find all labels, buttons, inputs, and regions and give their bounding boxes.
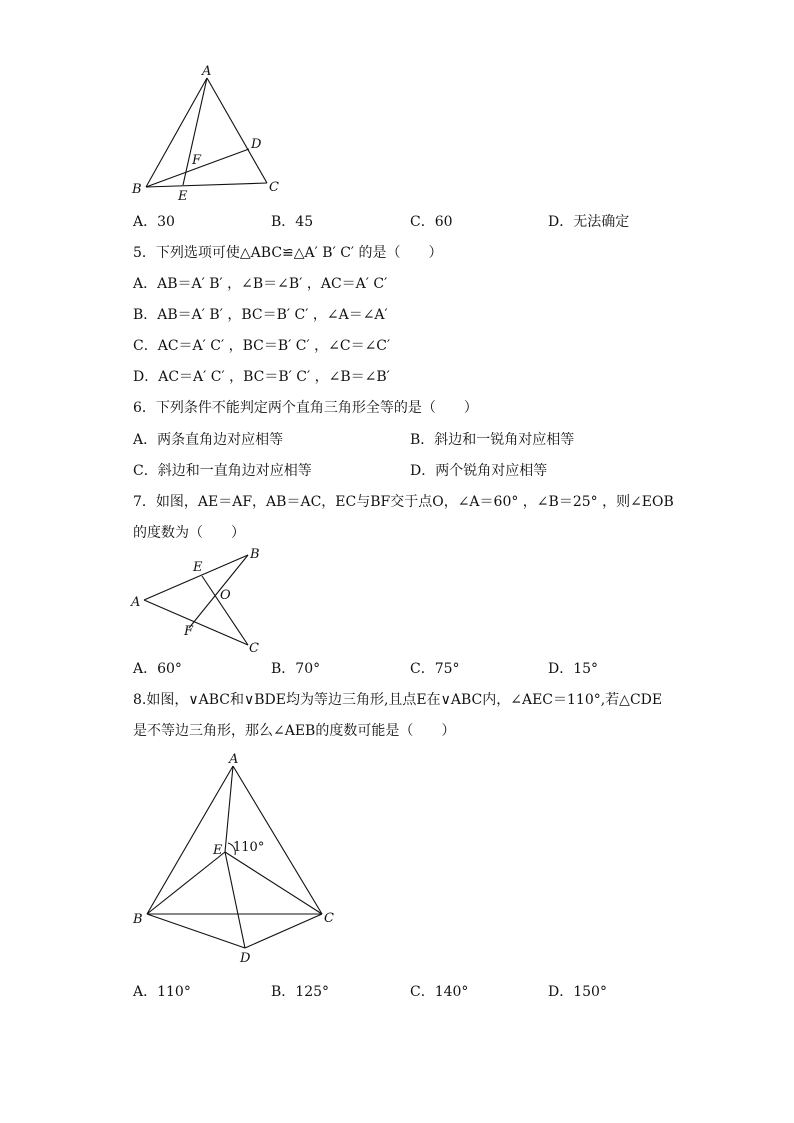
- q8-angle-label: 110°: [233, 840, 265, 855]
- q8-stem-line2: 是不等边三角形，那么∠AEB的度数可能是（ ）: [133, 723, 456, 739]
- q6-option-a[interactable]: A．两条直角边对应相等: [133, 432, 284, 448]
- q8-label-d: D: [240, 951, 251, 966]
- q7-figure: [128, 540, 278, 660]
- q8-label-b: B: [133, 912, 143, 927]
- q8-figure: [125, 745, 355, 975]
- q7-stem-line2: 的度数为（ ）: [133, 525, 245, 541]
- q4-label-c: C: [269, 180, 279, 195]
- q5-option-c[interactable]: C．AC＝A′ C′ ，BC＝B′ C′ ，∠C＝∠C′: [133, 338, 391, 354]
- q6-option-c[interactable]: C．斜边和一直角边对应相等: [133, 463, 312, 479]
- q4-option-b[interactable]: B．45: [271, 214, 314, 230]
- q4-label-e: E: [178, 189, 188, 204]
- q7-stem-line1: 7．如图，AE＝AF，AB＝AC，EC与BF交于点O，∠A＝60° ，∠B＝25° ，则∠EOB: [133, 494, 674, 510]
- q8-label-a: A: [229, 752, 239, 767]
- q8-option-a[interactable]: A．110°: [133, 984, 191, 1000]
- q8-stem-line1: 8.如图，∨ABC和∨BDE均为等边三角形,且点E在∨ABC内，∠AEC＝110°,若△CDE: [133, 692, 663, 708]
- q7-option-c[interactable]: C．75°: [410, 661, 460, 677]
- q4-option-a[interactable]: A．30: [133, 214, 175, 230]
- q5-stem: 5．下列选项可使△ABC≌△A′ B′ C′ 的是（ ）: [133, 245, 443, 261]
- q5-option-b[interactable]: B．AB＝A′ B′ ，BC＝B′ C′ ，∠A＝∠A′: [133, 307, 388, 323]
- q7-label-c: C: [249, 641, 259, 656]
- q6-stem: 6．下列条件不能判定两个直角三角形全等的是（ ）: [133, 400, 478, 416]
- q4-option-d[interactable]: D．无法确定: [548, 214, 630, 230]
- q8-label-c: C: [324, 911, 334, 926]
- q7-label-b: B: [250, 547, 260, 562]
- q8-option-d[interactable]: D．150°: [548, 984, 607, 1000]
- q5-option-d[interactable]: D．AC＝A′ C′ ，BC＝B′ C′ ，∠B＝∠B′: [133, 369, 390, 385]
- q8-option-b[interactable]: B．125°: [271, 984, 330, 1000]
- q7-label-a: A: [131, 595, 141, 610]
- q7-label-e: E: [193, 560, 203, 575]
- q5-option-a[interactable]: A．AB＝A′ B′ ，∠B＝∠B′ ，AC＝A′ C′: [133, 276, 388, 292]
- q8-option-c[interactable]: C．140°: [410, 984, 469, 1000]
- q7-label-f: F: [184, 624, 194, 639]
- q6-option-d[interactable]: D．两个锐角对应相等: [410, 463, 548, 479]
- q4-label-a: A: [202, 64, 212, 79]
- q8-label-e: E: [213, 843, 223, 858]
- q7-label-o: O: [220, 588, 231, 603]
- q4-label-f: F: [192, 153, 202, 168]
- q6-option-b[interactable]: B．斜边和一锐角对应相等: [410, 432, 575, 448]
- q4-triangle-figure: [130, 60, 290, 210]
- q4-label-d: D: [251, 137, 262, 152]
- q7-option-b[interactable]: B．70°: [271, 661, 321, 677]
- q4-option-c[interactable]: C．60: [410, 214, 453, 230]
- q4-label-b: B: [132, 182, 142, 197]
- q7-option-a[interactable]: A．60°: [133, 661, 182, 677]
- q7-option-d[interactable]: D．15°: [548, 661, 599, 677]
